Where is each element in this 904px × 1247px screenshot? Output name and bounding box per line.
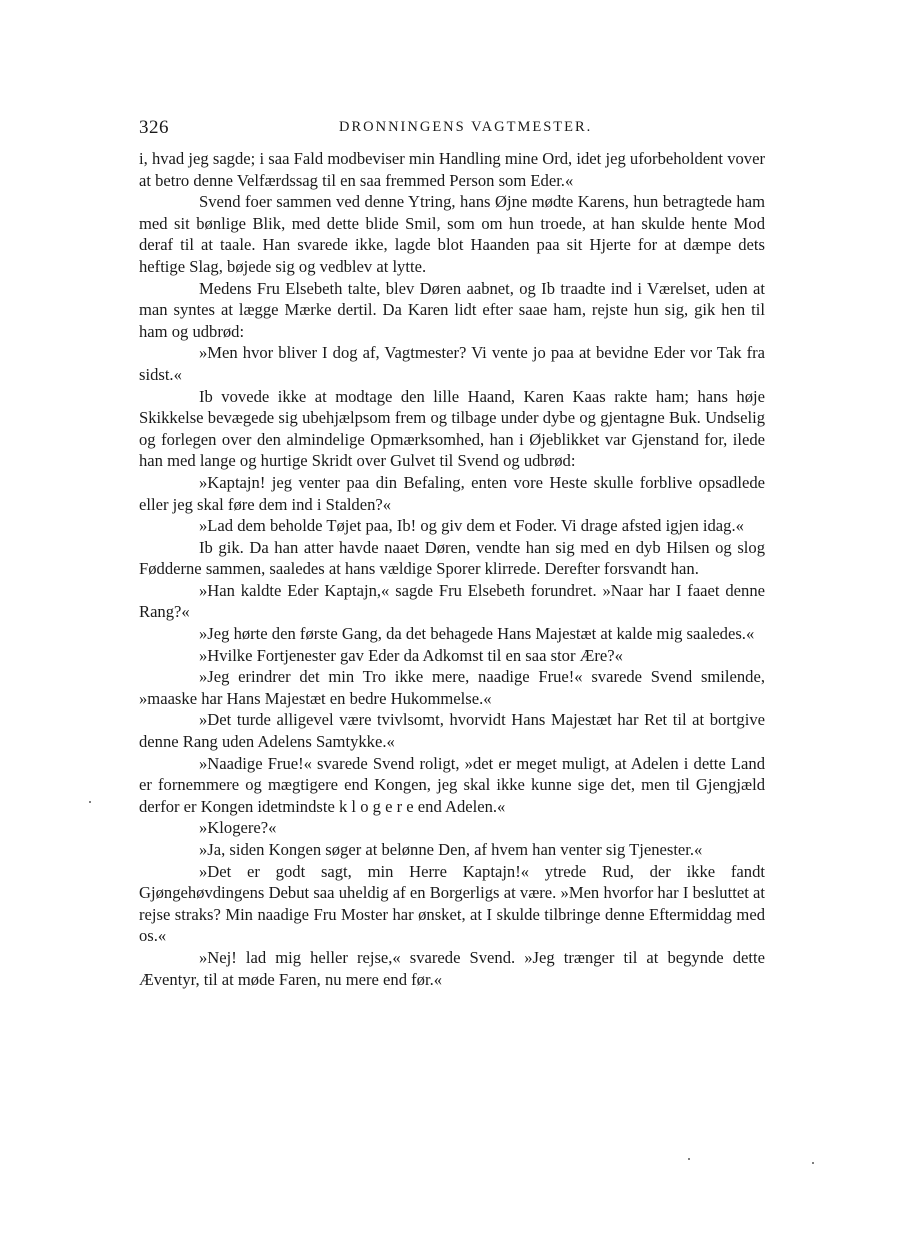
paragraph: Ib vovede ikke at modtage den lille Haand, Karen Kaas rakte ham; hans høje Skikkelse bevægede sig ubehjælpsom frem og tilbage under dybe og gjentagne Buk. Undselig og forlegen over den almindelige Opmærksomhed, han i Øjeblikket var Gjenstand for, ilede han med lange og hurtige Skridt over Gulvet til Svend og udbrød: xyxy=(139,386,765,471)
paragraph: »Hvilke Fortjenester gav Eder da Adkomst til en saa stor Ære?« xyxy=(199,645,623,665)
paragraph: »Men hvor bliver I dog af, Vagtmester? Vi vente jo paa at bevidne Eder vor Tak fra sidst.« xyxy=(139,343,765,384)
paragraph: »Det turde alligevel være tvivlsomt, hvorvidt Hans Majestæt har Ret til at bortgive denne Rang uden Adelens Samtykke.« xyxy=(139,710,765,752)
paragraph: »Det er godt sagt, min Herre Kaptajn!« ytrede Rud, der ikke fandt Gjøngehøvdingens Debut saa uheldig af en Borgerligs at være. »Men hvorfor har I besluttet at rejse straks? Min naadige Fru Moster har ønsket, at I skulde tilbringe denne Eftermiddag med os.« xyxy=(139,861,765,946)
paragraph: »Jeg erindrer det min Tro ikke mere, naadige Frue!« svarede Svend smilende, »maaske har Hans Majestæt en bedre Hukommelse.« xyxy=(139,667,765,708)
paragraph: »Jeg hørte den første Gang, da det behagede Hans Majestæt at kalde mig saaledes.« xyxy=(199,624,755,644)
paragraph: Ib gik. Da han atter havde naaet Døren, vendte han sig med en dyb Hilsen og slog Fødderne sammen, saaledes at hans vældige Sporer klirrede. Derefter forsvandt han. xyxy=(139,537,765,579)
scan-speck xyxy=(812,1162,814,1164)
paragraph: »Nej! lad mig heller rejse,« svarede Svend. »Jeg trænger til at begynde dette Æventyr, til at møde Faren, nu mere end før.« xyxy=(139,947,765,989)
scan-speck xyxy=(89,801,91,803)
paragraph: Medens Fru Elsebeth talte, blev Døren aabnet, og Ib traadte ind i Værelset, uden at man syntes at lægge Mærke dertil. Da Karen lidt efter saae ham, rejste hun sig, gik hen til ham og udbrød: xyxy=(139,278,765,341)
paragraph: »Ja, siden Kongen søger at belønne Den, af hvem han venter sig Tjenester.« xyxy=(199,840,703,859)
running-title: DRONNINGENS VAGTMESTER. xyxy=(339,119,593,135)
page-header xyxy=(139,117,765,141)
paragraph: »Naadige Frue!« svarede Svend roligt, »det er meget muligt, at Adelen i dette Land er fornemmere og mægtigere end Kongen, jeg skal ikke kunne sige det, men til Gjengjæld derfor er Kongen idetmindste k l o g e r e end Adelen.« xyxy=(139,753,765,816)
scan-speck xyxy=(688,1158,690,1160)
paragraph: »Klogere?« xyxy=(199,818,277,838)
paragraph: »Han kaldte Eder Kaptajn,« sagde Fru Elsebeth forundret. »Naar har I faaet denne Rang?« xyxy=(139,580,765,622)
body-text xyxy=(139,148,765,990)
paragraph: Svend foer sammen ved denne Ytring, hans Øjne mødte Karens, hun betragtede ham med sit bønlige Blik, med dette blide Smil, som om hun troede, at han skulde hente Mod deraf til at taale. Han svarede ikke, lagde blot Haanden paa sit Hjerte for at dæmpe dets heftige Slag, bøjede sig og vedblev at lytte. xyxy=(139,192,765,276)
paragraph: »Lad dem beholde Tøjet paa, Ib! og giv dem et Foder. Vi drage afsted igjen idag.« xyxy=(199,516,744,536)
paragraph-continuation: i, hvad jeg sagde; i saa Fald modbeviser min Handling mine Ord, idet jeg uforbeholdent vover at betro denne Velfærdssag til en saa fremmed Person som Eder.« xyxy=(139,149,765,190)
page-number: 326 xyxy=(139,117,169,138)
paragraph: »Kaptajn! jeg venter paa din Befaling, enten vore Heste skulle forblive opsadlede eller jeg skal føre dem ind i Stalden?« xyxy=(139,472,765,514)
